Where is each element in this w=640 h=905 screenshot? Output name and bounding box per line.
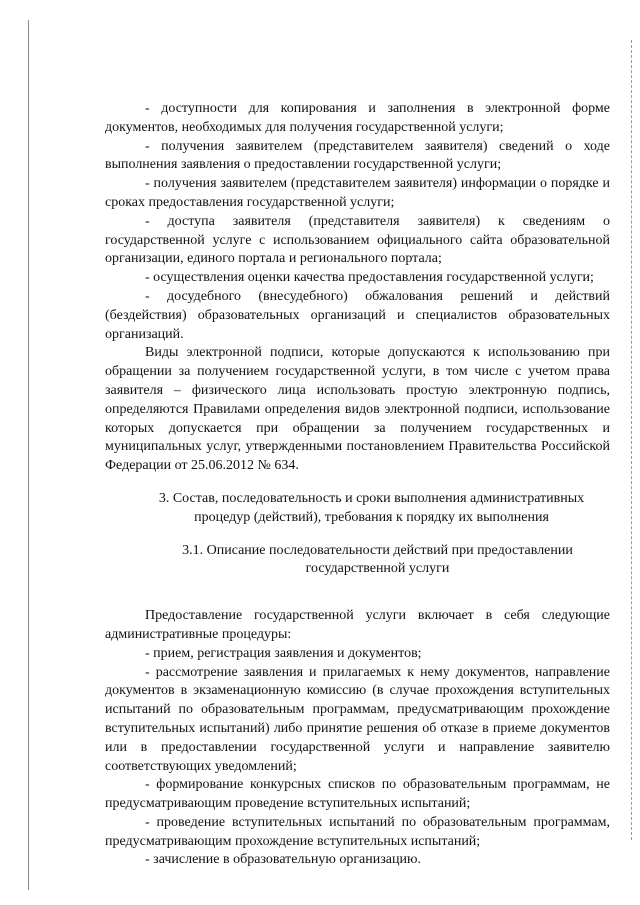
section-heading: 3. Состав, последовательность и сроки выполнения административных процедур (действий), требования к порядку их выполнения (158, 490, 585, 525)
paragraph-access-info: - доступа заявителя (представителя заявителя) к сведениям о государственной услуге с использованием официального сайта образовательной организации, единого портала и регионального портала; (105, 213, 610, 267)
list-item-enrollment: - зачисление в образовательную организацию. (145, 852, 421, 868)
list-item-reception: - прием, регистрация заявления и документов; (145, 645, 422, 661)
list-item-entrance-tests: - проведение вступительных испытаний по образовательным программам, предусматривающим прохождение вступительных испытаний; (105, 814, 610, 849)
paragraph-electronic-signature: Виды электронной подписи, которые допускаются к использованию при обращении за получением государственной услуги, в том числе с учетом права заявителя – физического лица использовать простую электронную подпись, определяются Правилами определения видов электронной подписи, использование которых допускается при обращении за получением государственных и муниципальных услуг, утвержденными постановлением Правительства Российской Федерации от 25.06.2012 № 634. (105, 345, 610, 474)
body-text (105, 100, 610, 870)
scan-edge-left (28, 20, 29, 890)
list-item-competitive-lists: - формирование конкурсных списков по образовательным программам, не предусматривающим проведение вступительных испытаний; (105, 777, 610, 812)
paragraph-quality-assessment: - осуществления оценки качества предоставления государственной услуги; (145, 270, 594, 286)
paragraph-status-info: - получения заявителем (представителем заявителя) сведений о ходе выполнения заявления о предоставлении государственной услуги; (105, 138, 610, 173)
subsection-heading: 3.1. Описание последовательности действий при предоставлении государственной услуги (182, 542, 573, 577)
list-item-review: - рассмотрение заявления и прилагаемых к нему документов, направление документов в экзаменационную комиссию (в случае прохождения вступительных испытаний по образовательным программам, предусматривающим прохождение вступительных испытаний) либо принятие решения об отказе в приеме документов или в предоставлении государственной услуги и направление заявителю соответствующих уведомлений; (105, 664, 610, 774)
paragraph-procedures-intro: Предоставление государственной услуги включает в себя следующие административные процедуры: (105, 608, 610, 642)
paragraph-order-info: - получения заявителем (представителем заявителя) информации о порядке и сроках предоставления государственной услуги; (105, 176, 610, 210)
scan-edge-right (630, 40, 632, 840)
paragraph-appeal: - досудебного (внесудебного) обжалования решений и действий (бездействия) образовательных организаций и специалистов образовательных организаций. (105, 288, 610, 342)
paragraph-copy-fill: - доступности для копирования и заполнения в электронной форме документов, необходимых для получения государственной услуги; (105, 101, 610, 135)
